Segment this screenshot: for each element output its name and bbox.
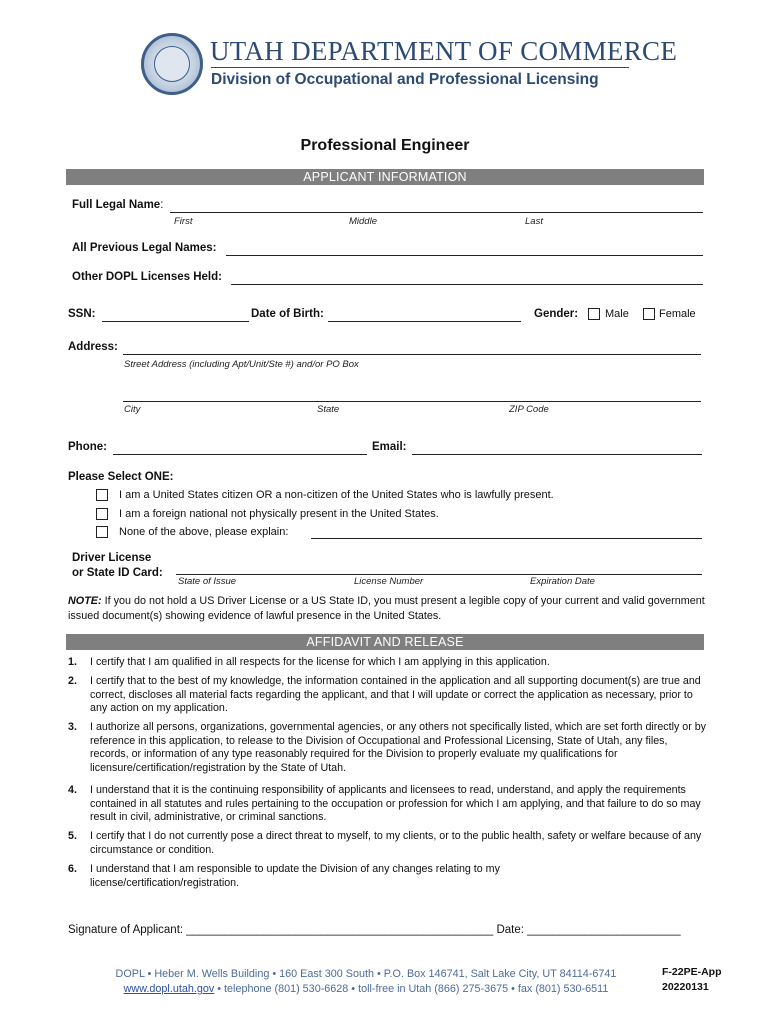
dob-label: Date of Birth: [251,308,324,320]
email-field[interactable] [412,454,702,455]
last-caption: Last [525,216,543,227]
dl-state-caption: State of Issue [178,576,237,587]
affidavit-item: 4. I understand that it is the continuing responsibility of applicants and licensees to read, understand, and apply the requirements contained in all statutes and rules pertaining to the occupation or profession for which I am applying, and that failure to do so may result in civil, administrative, or criminal sanctions. [68,784,701,824]
citizen-checkbox[interactable] [96,489,108,501]
driver-license-label: Driver License or State ID Card: [72,552,163,579]
full-legal-name-field[interactable] [170,212,703,213]
date-field[interactable]: ________________________ [527,924,681,936]
affidavit-item: 1. I certify that I am qualified in all respects for the license for which I am applying in this application. [68,656,550,668]
driver-license-field[interactable] [176,574,702,575]
first-caption: First [174,216,193,227]
gender-label: Gender: [534,308,579,320]
none-of-above-option-label: None of the above, please explain: [119,526,289,538]
street-caption: Street Address (including Apt/Unit/Ste #) and/or PO Box [124,359,359,370]
full-legal-name-label: Full Legal Name: [72,199,164,211]
ssn-field[interactable] [102,321,249,322]
dopl-website-link[interactable]: www.dopl.utah.gov [123,983,215,995]
section-affidavit-and-release: AFFIDAVIT AND RELEASE [66,634,704,650]
select-one-label: Please Select ONE: [68,471,174,483]
email-label: Email: [372,441,407,453]
citizen-option-label: I am a United States citizen OR a non-citizen of the United States who is lawfully present. [119,489,554,501]
dl-number-caption: License Number [354,576,424,587]
affidavit-item: 3. I authorize all persons, organizations, governmental agencies, or any others not specifically listed, which are set forth directly or by reference in this application, to release to the Division of Occupational and Professional Licensing, State of Utah, any files, records, or information of any type reasonably required for the Division to properly evaluate my qualifications for licensure/certification/registration by the State of Utah. [68,721,707,774]
city-caption: City [124,404,141,415]
signature-field[interactable]: ________________________________________________ [186,924,494,936]
phone-label: Phone: [68,441,107,453]
state-caption: State [317,404,340,415]
affidavit-item: 5. I certify that I do not currently pose a direct threat to myself, to my clients, or to the public health, safety or welfare because of any circumstance or condition. [68,830,702,856]
signature-label: Signature of Applicant: [68,924,187,936]
other-licenses-label: Other DOPL Licenses Held: [72,271,222,283]
foreign-national-option-label: I am a foreign national not physically present in the United States. [119,508,439,520]
gender-female-checkbox[interactable] [643,308,655,320]
zip-caption: ZIP Code [509,404,549,415]
dl-expiration-caption: Expiration Date [530,576,595,587]
seal-beehive-icon [154,46,190,82]
department-title: UTAH DEPARTMENT OF COMMERCE [210,36,678,66]
city-state-zip-field[interactable] [123,401,701,402]
division-title: Division of Occupational and Professional Licensing [211,71,599,88]
none-of-above-checkbox[interactable] [96,526,108,538]
previous-names-label: All Previous Legal Names: [72,242,217,254]
signature-row [68,924,681,936]
header-rule [211,67,629,68]
gender-female-label: Female [659,308,696,320]
explain-field[interactable] [311,538,702,539]
foreign-national-checkbox[interactable] [96,508,108,520]
form-title: Professional Engineer [300,137,470,154]
footer-contact: www.dopl.utah.gov • telephone (801) 530-6628 • toll-free in Utah (866) 275-3675 • fax (801) 530-6511 [123,983,609,995]
address-label: Address: [68,341,118,353]
phone-field[interactable] [113,454,367,455]
date-label: Date: [493,924,528,936]
section-applicant-information: APPLICANT INFORMATION [66,169,704,185]
gender-male-checkbox[interactable] [588,308,600,320]
affidavit-item: 6. I understand that I am responsible to update the Division of any changes relating to my license/certification/registration. [68,863,500,889]
affidavit-item: 2. I certify that to the best of my knowledge, the information contained in the application and all supporting document(s) are true and correct, discloses all material facts regarding the applicant, and that I will update or correct the application as necessary, prior to any action on my application. [68,675,701,715]
form-date: 20220131 [662,981,709,993]
dob-field[interactable] [328,321,521,322]
footer-address: DOPL • Heber M. Wells Building • 160 East 300 South • P.O. Box 146741, Salt Lake City, UT 84114-6741 [115,968,617,980]
form-code: F-22PE-App [662,966,722,978]
previous-names-field[interactable] [226,255,703,256]
other-licenses-field[interactable] [231,284,703,285]
middle-caption: Middle [349,216,377,227]
lawful-presence-note: NOTE: If you do not hold a US Driver License or a US State ID, you must present a legible copy of your current and valid government issued document(s) showing evidence of lawful presence in the United States. [68,595,705,622]
gender-male-label: Male [605,308,629,320]
ssn-label: SSN: [68,308,96,320]
street-address-field[interactable] [123,354,701,355]
state-seal-logo [141,33,203,95]
